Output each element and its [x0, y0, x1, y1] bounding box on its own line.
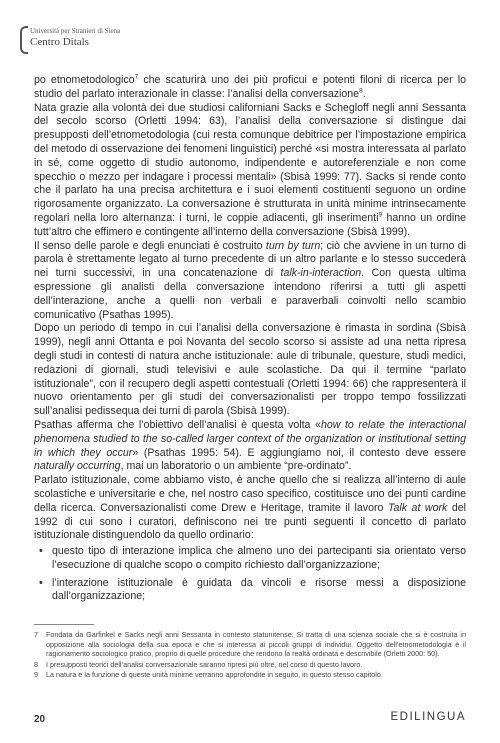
italic-quote: how to relate the interactional phenomena studied to the so-called larger context of the organization or institutional setting in which they occur: [34, 418, 466, 459]
text: , mai un laboratorio o un ambiente “pre-ordinato”.: [120, 460, 352, 473]
footnote-ref-9: 9: [378, 211, 383, 219]
footnote-ref-8: 8: [359, 87, 363, 95]
text: .: [362, 87, 366, 100]
italic-title: Talk at work: [387, 501, 448, 514]
text: Nata grazie alla volontà dei due studiosi californiani Sacks e Schegloff negli anni Sessanta del secolo scorso (Orletti 1994: 63), l’analisi della conversazione si distingue dai presupposti dell’etnometodologia (cui resta comunque debitrice per l’impostazione empirica del metodo di osservazione dei fenomeni linguistici) perché «si mostra interessata al parlato in sé, come oggetto di studio autonomo, indipendente e autoreferenziale e non come specchio o mezzo per indagare i processi mentali» (Sbisà 1999: 77). Sacks si rende conto che il parlato ha una precisa architettura e i suoi elementi costituenti seguono un ordine rigorosamente organizzato. La conversazione è strutturata in unità minime intrinsecamente regolari nella loro alternanza: i turni, le coppie adiacenti, gli inserimenti: [34, 101, 466, 224]
text: Psathas afferma che l’obiettivo dell’analisi è questa volta «: [34, 418, 321, 431]
text: ; ciò che avviene in un turno di parola è strettamente legato al turno precedente di un altro parlante e lo stesso succederà nei turni successivi, in una concatenazione di: [34, 239, 466, 280]
text: del 1992 di cui sono i curatori, definiscono nei tre punti seguenti il concetto di parlato istituzionale distinguendolo da quello ordinario:: [34, 501, 466, 542]
footnote-9: [34, 670, 466, 680]
paragraph-3: [34, 240, 466, 323]
bullet-list: [34, 545, 466, 604]
list-item: [34, 577, 466, 605]
italic-text: talk-in-interaction: [280, 267, 362, 280]
list-item-text: questo tipo di interazione implica che almeno uno dei partecipanti sia orientato verso l’esecuzione di qualche scopo o compito richiesto dall’organizzazione;: [52, 545, 466, 571]
paragraph-4: Dopo un periodo di tempo in cui l’analisi della conversazione è rimasta in sordina (Sbisà 1999), negli anni Ottanta e poi Novanta del secolo scorso si assiste ad una netta ripresa degli studi in contesti di natura anche istituzionale: aule di tribunale, questure, studi medici, redazioni di giornali, studi televisivi e aule scolastiche. Da qui il termine “parlato istituzionale”, con il recupero degli aspetti contestuali (Orletti 1994: 66) che rappresenterà il nuovo orientamento per gli studi dei conversazionalisti per troppo tempo fossilizzati sull’analisi pedissequa dei turni di parola (Sbisà 1999).: [34, 322, 466, 418]
footnote-7: [34, 630, 466, 659]
footnote-text: La natura e la funzione di queste unità minime verranno approfondite in seguito, in questo stesso capitolo.: [46, 670, 383, 680]
footnote-number: 7: [34, 630, 38, 639]
italic-text: naturally occurring: [34, 460, 121, 473]
logo-centre-name: Centro Ditals: [30, 36, 89, 48]
footnote-8: [34, 660, 466, 670]
text: Il senso delle parole e degli enunciati è costruito: [34, 239, 266, 252]
text: che scaturirà uno dei più proficui e potenti filoni di ricerca per lo studio del parlato interazionale in classe: l’analisi della conversazione: [34, 74, 466, 100]
text: » (Psathas 1995: 54). E aggiungiamo noi, il contesto deve essere: [132, 446, 466, 459]
footnotes: [34, 630, 466, 681]
paragraph-5: [34, 419, 466, 474]
logo-university-name: Università per Stranieri di Siena: [30, 27, 121, 35]
text: hanno un ordine tutt’altro che effimero e contingente all’interno della conversazione (Sbisà 1999).: [34, 211, 466, 238]
list-item: [34, 545, 466, 573]
text: . Con questa ultima espressione gli analisti della conversazione intendono riferirsi a tutti gli aspetti dell’interazione, anche a quelli non verbali e paraverbali coinvolti nello scambio comunicativo (Psathas 1995).: [34, 267, 466, 321]
footnote-text: Fondata da Garfinkel e Sacks negli anni Sessanta in contesto statunitense. Si tratta di una scienza sociale che si è costruita in opposizione alla sociologia della sua epoca e che si interessa ai piccoli gruppi di individui. Oggetto dell’etnometodologia è il ragionamento sociologico pratico, proprio di quelle procedure che rendono la realtà ordinata e descrivibile (Orletti 2000: 50).: [46, 630, 466, 659]
text: Parlato istituzionale, come abbiamo visto, è anche quello che si realizza all’interno di aule scolastiche e universitarie e che, nel nostro caso specifico, costituisce uno dei punti cardine della ricerca. Conversazionalisti come Drew e Heritage, tramite il lavoro: [34, 474, 466, 514]
footnote-number: 8: [34, 659, 38, 669]
paragraph-2: [34, 102, 466, 240]
page-number: 20: [34, 714, 46, 725]
italic-text: turn by turn: [265, 239, 321, 252]
body-text: [34, 74, 466, 608]
footnote-number: 9: [34, 670, 38, 680]
paragraph-6: [34, 474, 466, 543]
bullet-icon: •: [39, 576, 43, 589]
paragraph-1: [34, 74, 466, 102]
footnote-divider: [34, 624, 94, 625]
footnote-text: I presupposti teorici dell’analisi conversazionale saranno ripresi più oltre, nel corso di questo lavoro.: [46, 659, 363, 669]
list-item-text: l’interazione istituzionale è guidata da vincoli e risorse messi a disposizione dall’organizzazione;: [52, 576, 466, 603]
publisher-logo: EDILINGUA: [390, 711, 466, 723]
bullet-icon: •: [39, 545, 43, 558]
text: po etnometodologico: [34, 74, 135, 86]
logo-bracket-icon: [20, 26, 28, 54]
footnote-ref-7: 7: [134, 73, 139, 81]
